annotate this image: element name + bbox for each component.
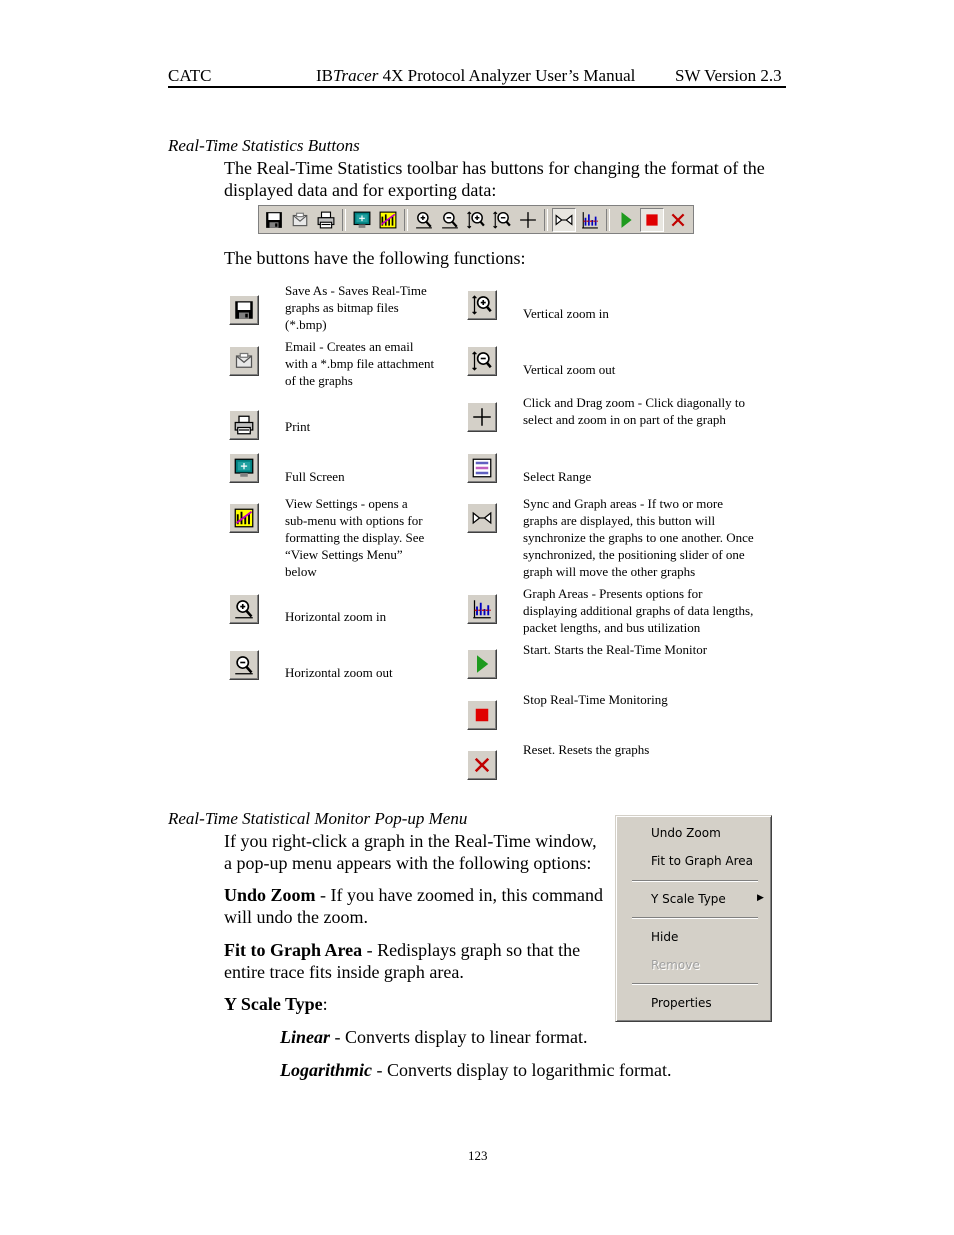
vertical-zoom-out-icon [467, 346, 497, 376]
section-title-popup: Real-Time Statistical Monitor Pop-up Menu [168, 809, 468, 828]
stop-description: Stop Real-Time Monitoring [523, 692, 668, 707]
functions-intro: The buttons have the following functions: [224, 248, 526, 268]
fit-graph-paragraph: Fit to Graph Area - Redisplays graph so that the entire trace fits inside graph area. [224, 940, 581, 982]
full-screen-icon[interactable] [350, 208, 374, 232]
start-icon[interactable] [614, 208, 638, 232]
drag-zoom-description: Click and Drag zoom - Click diagonally to select and zoom in on part of the graph [523, 395, 746, 427]
realtime-toolbar [258, 205, 694, 234]
toolbar-separator [544, 209, 548, 231]
header-title: IBTracer 4X Protocol Analyzer User’s Manual [316, 66, 636, 85]
email-icon[interactable] [288, 208, 312, 232]
toolbar-separator [342, 209, 346, 231]
header-left: CATC [168, 66, 212, 85]
drag-zoom-icon[interactable] [516, 208, 540, 232]
email-icon [229, 346, 259, 376]
save-description: Save As - Saves Real-Time graphs as bitmap files (*.bmp) [285, 283, 427, 332]
email-description: Email - Creates an email with a *.bmp file attachment of the graphs [285, 339, 435, 388]
reset-icon [467, 750, 497, 780]
reset-icon[interactable] [666, 208, 690, 232]
stop-icon[interactable] [640, 208, 664, 232]
page-number: 123 [468, 1148, 488, 1163]
start-icon [467, 649, 497, 679]
drag-zoom-icon [467, 402, 497, 432]
menu-item-y-scale-type[interactable]: Y Scale Type [651, 892, 726, 906]
menu-separator [632, 880, 758, 882]
linear-paragraph: Linear - Converts display to linear format. [280, 1027, 588, 1047]
toolbar-separator [404, 209, 408, 231]
sync-graphs-icon[interactable] [552, 208, 576, 232]
graph-areas-icon [467, 594, 497, 624]
select-range-description: Select Range [523, 469, 592, 484]
graph-areas-icon[interactable] [578, 208, 602, 232]
horizontal-zoom-out-icon[interactable] [438, 208, 462, 232]
menu-item-undo-zoom[interactable]: Undo Zoom [651, 826, 721, 840]
logarithmic-paragraph: Logarithmic - Converts display to logarithmic format. [280, 1060, 672, 1080]
popup-intro: If you right-click a graph in the Real-Time window, a pop-up menu appears with the following options: [224, 831, 597, 873]
sync-graphs-icon [467, 503, 497, 533]
view-settings-icon [229, 503, 259, 533]
select-range-icon [467, 453, 497, 483]
save-icon [229, 295, 259, 325]
horizontal-zoom-out-icon [229, 650, 259, 680]
print-icon [229, 410, 259, 440]
full-screen-icon [229, 453, 259, 483]
section-title-buttons: Real-Time Statistics Buttons [168, 136, 360, 155]
horizontal-zoom-in-icon [229, 594, 259, 624]
vertical-zoom-out-description: Vertical zoom out [523, 362, 616, 377]
toolbar-separator [606, 209, 610, 231]
vertical-zoom-out-icon[interactable] [490, 208, 514, 232]
graph-areas-description: Graph Areas - Presents options for displaying additional graphs of data lengths, packet lengths, and bus utilization [523, 586, 754, 635]
undo-zoom-paragraph: Undo Zoom - If you have zoomed in, this command will undo the zoom. [224, 885, 603, 927]
print-icon[interactable] [314, 208, 338, 232]
start-description: Start. Starts the Real-Time Monitor [523, 642, 708, 657]
horizontal-zoom-in-description: Horizontal zoom in [285, 609, 387, 624]
save-icon[interactable] [262, 208, 286, 232]
popup-menu [615, 815, 772, 1022]
menu-item-remove: Remove [651, 958, 700, 972]
print-description: Print [285, 419, 311, 434]
menu-item-hide[interactable]: Hide [651, 930, 679, 944]
stop-icon [467, 700, 497, 730]
full-screen-description: Full Screen [285, 469, 345, 484]
menu-separator [632, 917, 758, 919]
menu-item-fit-to-graph-area[interactable]: Fit to Graph Area [651, 854, 753, 868]
vertical-zoom-in-description: Vertical zoom in [523, 306, 609, 321]
header-rule [168, 86, 786, 88]
menu-separator [632, 983, 758, 985]
y-scale-paragraph: Y Scale Type: [224, 994, 328, 1014]
horizontal-zoom-out-description: Horizontal zoom out [285, 665, 393, 680]
menu-item-properties[interactable]: Properties [651, 996, 712, 1010]
view-settings-icon[interactable] [376, 208, 400, 232]
header-version: SW Version 2.3 [675, 66, 782, 85]
vertical-zoom-in-icon[interactable] [464, 208, 488, 232]
vertical-zoom-in-icon [467, 290, 497, 320]
reset-description: Reset. Resets the graphs [523, 742, 650, 757]
sync-graphs-description: Sync and Graph areas - If two or more graphs are displayed, this button will synchronize the graphs to one another. Once synchronized, the positioning slider of one graph will move the other graphs [523, 496, 754, 579]
view-settings-description: View Settings - opens a sub-menu with options for formatting the display. See “View Settings Menu” below [285, 496, 425, 579]
submenu-arrow-icon: ▶ [757, 893, 764, 903]
intro-paragraph: The Real-Time Statistics toolbar has buttons for changing the format of the displayed data and for exporting data: [224, 158, 765, 200]
horizontal-zoom-in-icon[interactable] [412, 208, 436, 232]
